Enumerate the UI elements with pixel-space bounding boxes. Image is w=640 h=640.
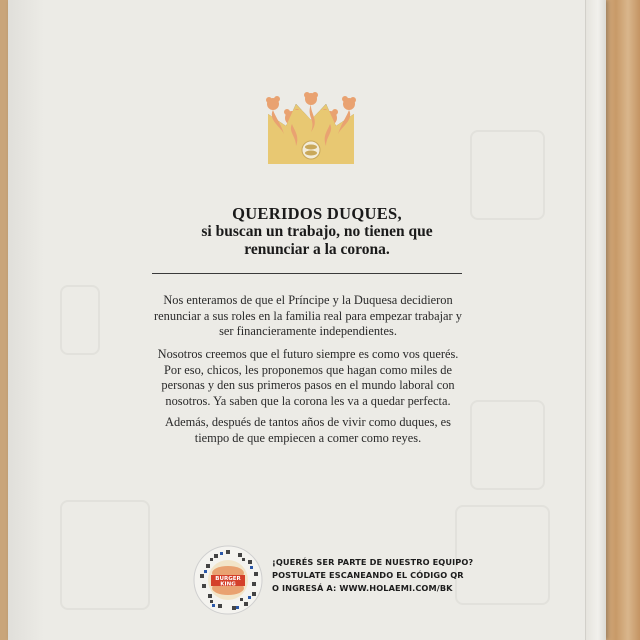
headline	[52, 205, 582, 259]
qr-code[interactable]	[192, 544, 264, 616]
burger-king-ad	[52, 82, 582, 637]
qr-code-icon	[192, 544, 264, 616]
headline-line-1: QUERIDOS DUQUES,	[232, 204, 402, 223]
divider	[152, 273, 462, 274]
paragraph-line: renunciar a sus roles en la familia real para empezar trabajar y	[154, 308, 462, 323]
paragraph-line: nosotros. Ya saben que la corona les va a quedar perfecta.	[165, 393, 451, 408]
page-fold	[8, 0, 44, 640]
paragraph-line: tiempo de que empiecen a comer como reyes.	[194, 430, 422, 445]
paragraph-line: Además, después de tantos años de vivir como duques, es	[165, 415, 451, 429]
paragraph-line: Nos enteramos de que el Príncipe y la Duquesa decidieron	[163, 293, 453, 307]
cta-text	[272, 556, 474, 595]
cta-line-3[interactable]: O INGRESÁ A: WWW.HOLAEMI.COM/BK	[272, 583, 453, 593]
paragraph-1	[152, 293, 464, 340]
paragraph-line: personas y den sus primeros pasos en el mundo laboral con	[161, 378, 455, 392]
paragraph-line: Nosotros creemos que el futuro siempre es como vos querés.	[157, 347, 459, 361]
wooden-table	[600, 0, 640, 640]
headline-line-2: si buscan un trabajo, no tienen que	[201, 223, 433, 240]
paragraph-line: Por eso, chicos, les proponemos que hagan como miles de	[163, 362, 453, 377]
crown-logo	[266, 92, 356, 168]
paragraph-3	[152, 415, 464, 446]
page-edge	[585, 0, 606, 640]
logo-text-king: KING	[220, 581, 236, 588]
cta-line-1: ¡QUERÉS SER PARTE DE NUESTRO EQUIPO?	[272, 557, 474, 567]
paragraph-line: ser financieramente independientes.	[219, 324, 397, 338]
paragraph-2	[152, 347, 464, 409]
recruitment-footer	[192, 544, 474, 618]
headline-line-3: renunciar a la corona.	[244, 241, 390, 258]
cta-line-2: POSTULATE ESCANEANDO EL CÓDIGO QR	[272, 570, 464, 580]
logo-text-burger: BURGER	[215, 576, 241, 582]
crown-icon	[266, 92, 356, 168]
